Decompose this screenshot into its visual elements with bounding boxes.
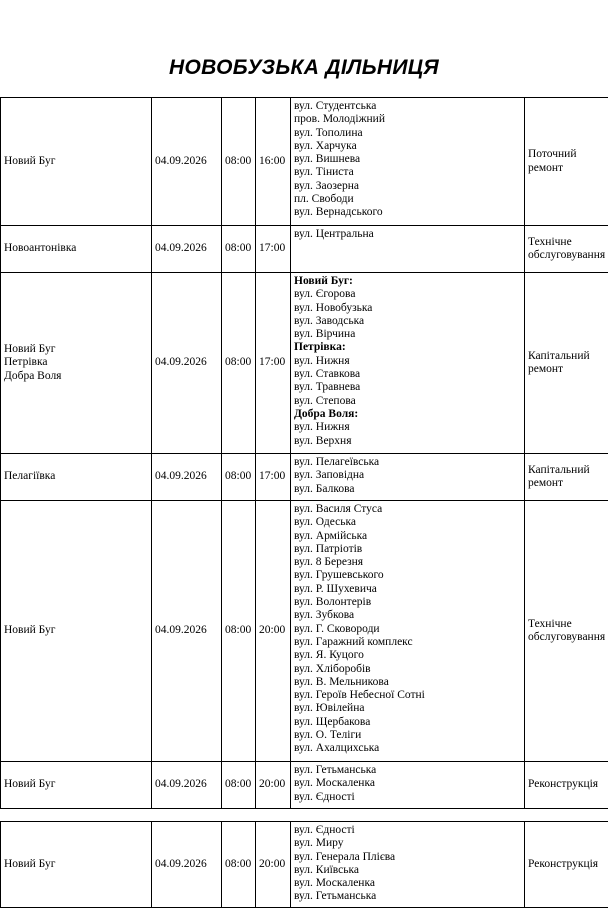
street-name: вул. Армійська [294,529,368,542]
street-name: вул. Пелагеївська [294,456,380,468]
street-name: вул. Єдності [294,824,355,836]
street-name: вул. Г. Сковороди [294,622,380,635]
street-name: вул. Хліборобів [294,662,371,675]
street-name: вул. В. Мельникова [294,675,389,688]
street-name: вул. Героїв Небесної Сотні [294,689,425,702]
street-name: вул. Травнева [294,381,361,394]
street-name: пл. Свободи [294,193,354,206]
table-row [1,98,608,226]
settlement-header: Петрівка: [294,341,346,354]
streets-cell [291,501,525,762]
street-name: вул. Центральна [294,228,374,240]
street-name: вул. Тіниста [294,166,354,179]
settlement-cell [1,762,152,809]
street-name: вул. Єдності [294,790,355,803]
street-name: вул. Нижня [294,421,350,434]
street-name: вул. Заозерна [294,179,360,192]
table-row [1,226,608,273]
street-name: вул. Патріотів [294,542,363,555]
settlement-name: Новоантонівка [4,242,77,255]
street-name: вул. Вернадського [294,206,383,219]
date-cell: 04.09.2026 [152,454,222,501]
work-type-cell: Капітальний ремонт [525,273,608,454]
end-time-cell: 16:00 [256,98,291,226]
street-name: вул. Одеська [294,516,357,529]
street-name: вул. Щербакова [294,715,371,728]
street-name: вул. Гаражний комплекс [294,635,413,648]
start-time-cell: 08:00 [222,98,256,226]
street-name: вул. Вишнева [294,153,361,166]
settlement-cell [1,226,152,273]
street-name: вул. Верхня [294,434,352,447]
street-name: пров. Молодіжний [294,113,385,126]
street-name: вул. Гетьманська [294,890,377,903]
end-time-cell: 20:00 [256,762,291,809]
outage-table [0,97,608,809]
settlement-name: Новий Буг [4,154,56,167]
street-name: вул. Василя Стуса [294,503,383,515]
street-name: вул. Харчука [294,139,357,152]
street-name: вул. 8 Березня [294,556,364,569]
street-name: вул. Я. Куцого [294,649,364,662]
settlement-name: Новий Буг [4,343,56,356]
date-cell: 04.09.2026 [152,762,222,809]
work-type-cell: Технічне обслуговування [525,226,608,273]
streets-cell [291,98,525,226]
start-time-cell: 08:00 [222,762,256,809]
table-row [1,501,608,762]
settlement-header: Добра Воля: [294,407,359,420]
street-name: вул. О. Теліги [294,729,362,742]
date-cell: 04.09.2026 [152,273,222,454]
end-time-cell: 17:00 [256,226,291,273]
date-cell: 04.09.2026 [152,822,222,908]
street-name: вул. Зубкова [294,609,355,622]
page-title: НОВОБУЗЬКА ДІЛЬНИЦЯ [169,56,439,79]
table-row [1,454,608,501]
street-name: вул. Миру [294,837,344,850]
street-name: вул. Ахалцихська [294,742,380,755]
settlement-header: Новий Буг: [294,275,353,287]
settlement-name: Новий Буг [4,857,56,870]
street-name: вул. Ювілейна [294,702,365,715]
settlement-cell [1,501,152,762]
streets-cell [291,454,525,501]
date-cell: 04.09.2026 [152,226,222,273]
settlement-name: Петрівка [4,356,48,369]
settlement-cell [1,822,152,908]
street-name: вул. Студентська [294,100,377,112]
street-name: вул. Балкова [294,482,355,495]
start-time-cell: 08:00 [222,454,256,501]
street-name: вул. Вірчина [294,328,356,341]
street-name: вул. Волонтерів [294,596,372,609]
settlement-name: Добра Воля [4,369,62,382]
street-name: вул. Гетьманська [294,764,377,776]
table-row [1,273,608,454]
table-row [1,822,608,908]
street-name: вул. Ставкова [294,368,361,381]
end-time-cell: 17:00 [256,454,291,501]
end-time-cell: 20:00 [256,822,291,908]
work-type-cell: Поточний ремонт [525,98,608,226]
street-name: вул. Київська [294,863,360,876]
settlement-cell [1,454,152,501]
table-row [1,762,608,809]
streets-cell [291,226,525,273]
settlement-cell [1,273,152,454]
start-time-cell: 08:00 [222,226,256,273]
streets-cell [291,762,525,809]
street-name: вул. Грушевського [294,569,384,582]
start-time-cell: 08:00 [222,501,256,762]
date-cell: 04.09.2026 [152,98,222,226]
work-type-cell: Технічне обслуговування [525,501,608,762]
settlement-name: Новий Буг [4,778,56,791]
street-name: вул. Тополина [294,126,363,139]
outage-table-continued [0,821,608,908]
street-name: вул. Нижня [294,354,350,367]
settlement-name: Пелагіївка [4,470,56,483]
street-name: вул. Р. Шухевича [294,582,377,595]
start-time-cell: 08:00 [222,822,256,908]
street-name: вул. Степова [294,394,356,407]
settlement-name: Новий Буг [4,624,56,637]
street-name: вул. Москаленка [294,877,375,890]
work-type-cell: Капітальний ремонт [525,454,608,501]
start-time-cell: 08:00 [222,273,256,454]
work-type-cell: Реконструкція [525,822,608,908]
settlement-cell [1,98,152,226]
end-time-cell: 17:00 [256,273,291,454]
street-name: вул. Заводська [294,314,365,327]
streets-cell [291,273,525,454]
work-type-cell: Реконструкція [525,762,608,809]
end-time-cell: 20:00 [256,501,291,762]
street-name: вул. Єгорова [294,288,356,301]
streets-cell [291,822,525,908]
street-name: вул. Москаленка [294,777,375,790]
date-cell: 04.09.2026 [152,501,222,762]
street-name: вул. Новобузька [294,301,373,314]
street-name: вул. Генерала Плієва [294,850,396,863]
street-name: вул. Заповідна [294,469,365,482]
